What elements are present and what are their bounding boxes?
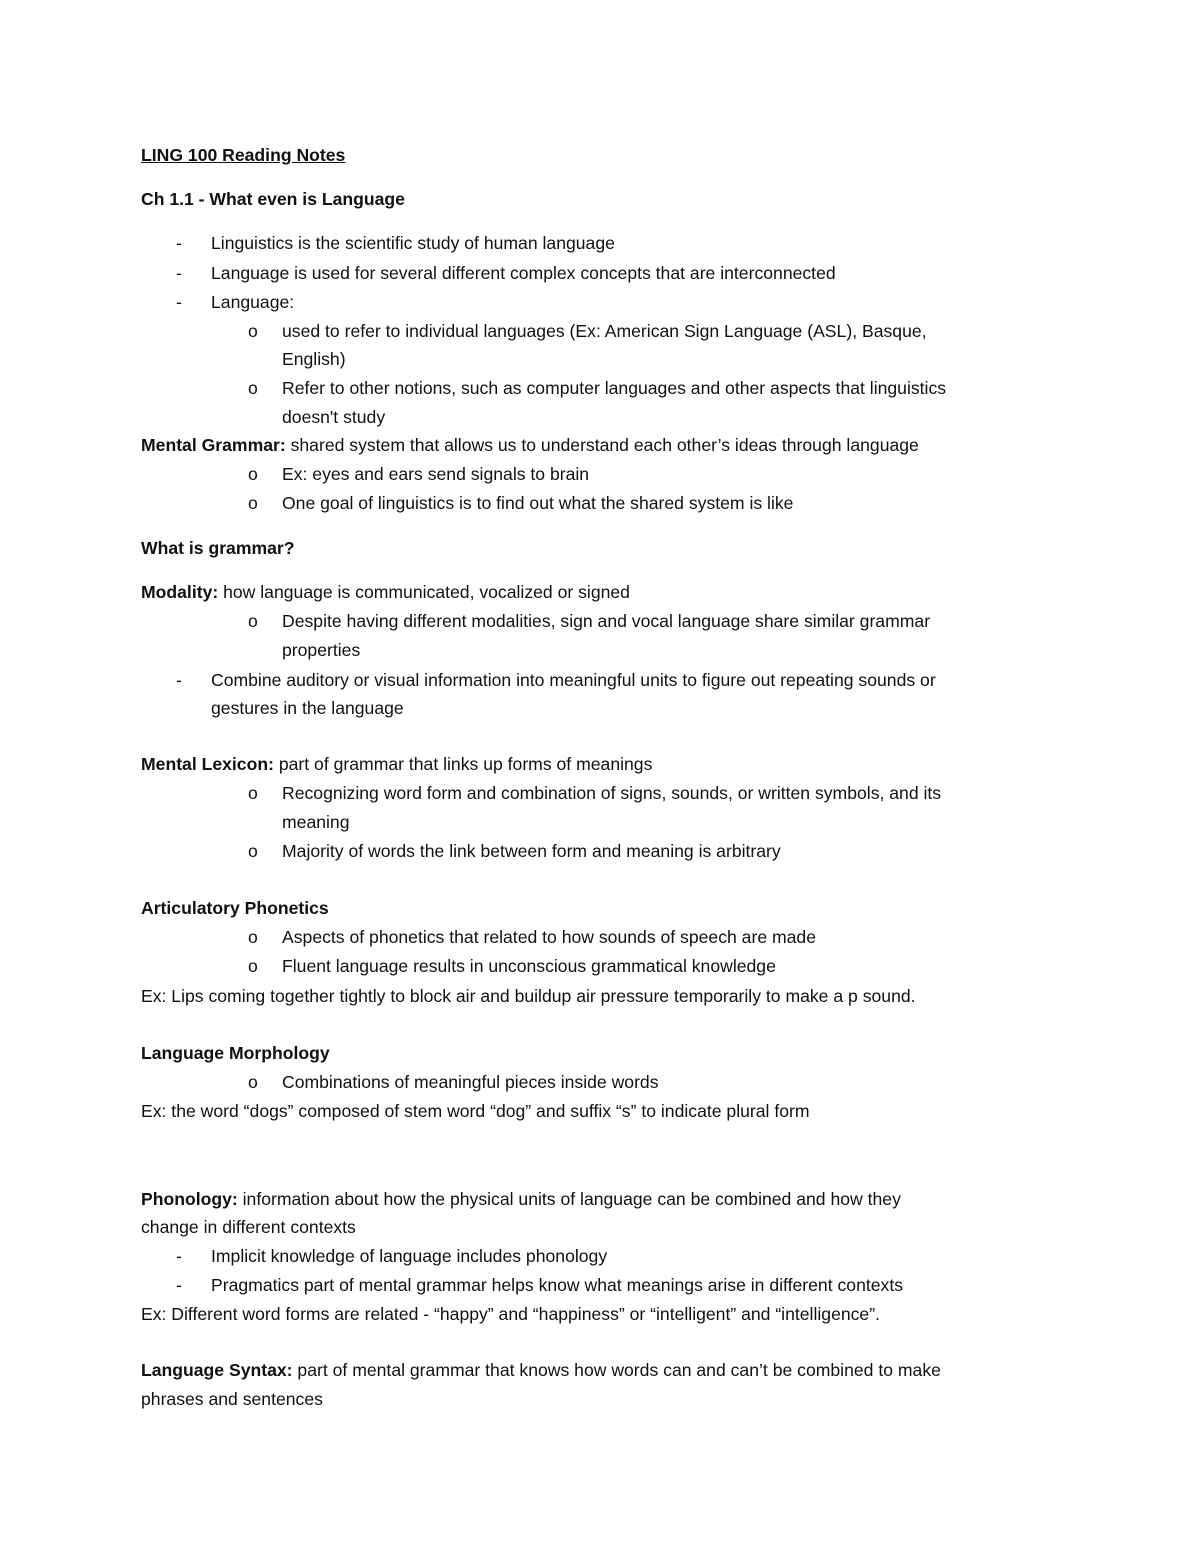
circle-marker: o (248, 611, 258, 631)
list-item: Linguistics is the scientific study of human language (211, 233, 615, 253)
definition-mental-lexicon (141, 752, 652, 776)
example-text: Ex: the word “dogs” composed of stem word “dog” and suffix “s” to indicate plural form (141, 1101, 810, 1121)
section-heading-morphology: Language Morphology (141, 1043, 330, 1063)
definition-mental-grammar (141, 433, 919, 457)
dash-marker: - (176, 670, 182, 690)
document-title: LING 100 Reading Notes (141, 145, 346, 165)
definition: how language is communicated, vocalized or signed (218, 582, 630, 602)
sub-list-item-cont: doesn't study (282, 407, 386, 427)
sub-list-item: Ex: eyes and ears send signals to brain (282, 464, 590, 484)
section-heading-articulatory: Articulatory Phonetics (141, 898, 329, 918)
list-item-cont: gestures in the language (211, 698, 404, 718)
dash-marker: - (176, 1246, 182, 1266)
term: Mental Grammar: (141, 435, 286, 455)
circle-marker: o (248, 1072, 258, 1092)
dash-marker: - (176, 292, 182, 312)
list-item: Pragmatics part of mental grammar helps know what meanings arise in different contexts (211, 1275, 904, 1295)
sub-list-item: used to refer to individual languages (Ex: American Sign Language (ASL), Basque, (282, 321, 927, 341)
definition-cont: phrases and sentences (141, 1389, 323, 1409)
sub-list-item-cont: meaning (282, 812, 350, 832)
sub-list-item: Aspects of phonetics that related to how sounds of speech are made (282, 927, 817, 947)
circle-marker: o (248, 783, 258, 803)
circle-marker: o (248, 321, 258, 341)
dash-marker: - (176, 1275, 182, 1295)
section-heading-ch11: Ch 1.1 - What even is Language (141, 189, 405, 209)
circle-marker: o (248, 956, 258, 976)
definition-phonology (141, 1187, 901, 1211)
circle-marker: o (248, 841, 258, 861)
list-item: Language: (211, 292, 295, 312)
definition: information about how the physical units of language can be combined and how they (237, 1189, 901, 1209)
example-text: Ex: Different word forms are related - “happy” and “happiness” or “intelligent” and “intelligence”. (141, 1304, 880, 1324)
definition-syntax (141, 1358, 941, 1382)
term: Language Syntax: (141, 1360, 293, 1380)
list-item: Implicit knowledge of language includes phonology (211, 1246, 608, 1266)
example-text: Ex: Lips coming together tightly to block air and buildup air pressure temporarily to make a p sound. (141, 986, 916, 1006)
list-item: Language is used for several different complex concepts that are interconnected (211, 263, 836, 283)
sub-list-item: Recognizing word form and combination of signs, sounds, or written symbols, and its (282, 783, 942, 803)
dash-marker: - (176, 263, 182, 283)
definition: part of grammar that links up forms of meanings (273, 754, 653, 774)
term: Phonology: (141, 1189, 238, 1209)
term: Modality: (141, 582, 219, 602)
sub-list-item-cont: properties (282, 640, 361, 660)
circle-marker: o (248, 378, 258, 398)
circle-marker: o (248, 927, 258, 947)
dash-marker: - (176, 233, 182, 253)
definition: part of mental grammar that knows how words can and can’t be combined to make (292, 1360, 941, 1380)
sub-list-item: Combinations of meaningful pieces inside words (282, 1072, 659, 1092)
sub-list-item: Despite having different modalities, sign and vocal language share similar grammar (282, 611, 931, 631)
term: Mental Lexicon: (141, 754, 274, 774)
sub-list-item-cont: English) (282, 349, 346, 369)
sub-list-item: One goal of linguistics is to find out what the shared system is like (282, 493, 794, 513)
circle-marker: o (248, 493, 258, 513)
definition: shared system that allows us to understand each other’s ideas through language (285, 435, 919, 455)
sub-list-item: Fluent language results in unconscious grammatical knowledge (282, 956, 776, 976)
sub-list-item: Refer to other notions, such as computer languages and other aspects that linguistics (282, 378, 947, 398)
section-heading-grammar: What is grammar? (141, 538, 295, 558)
definition-modality (141, 580, 630, 604)
sub-list-item: Majority of words the link between form and meaning is arbitrary (282, 841, 781, 861)
list-item: Combine auditory or visual information into meaningful units to figure out repeating sounds or (211, 670, 936, 690)
definition-cont: change in different contexts (141, 1217, 356, 1237)
circle-marker: o (248, 464, 258, 484)
